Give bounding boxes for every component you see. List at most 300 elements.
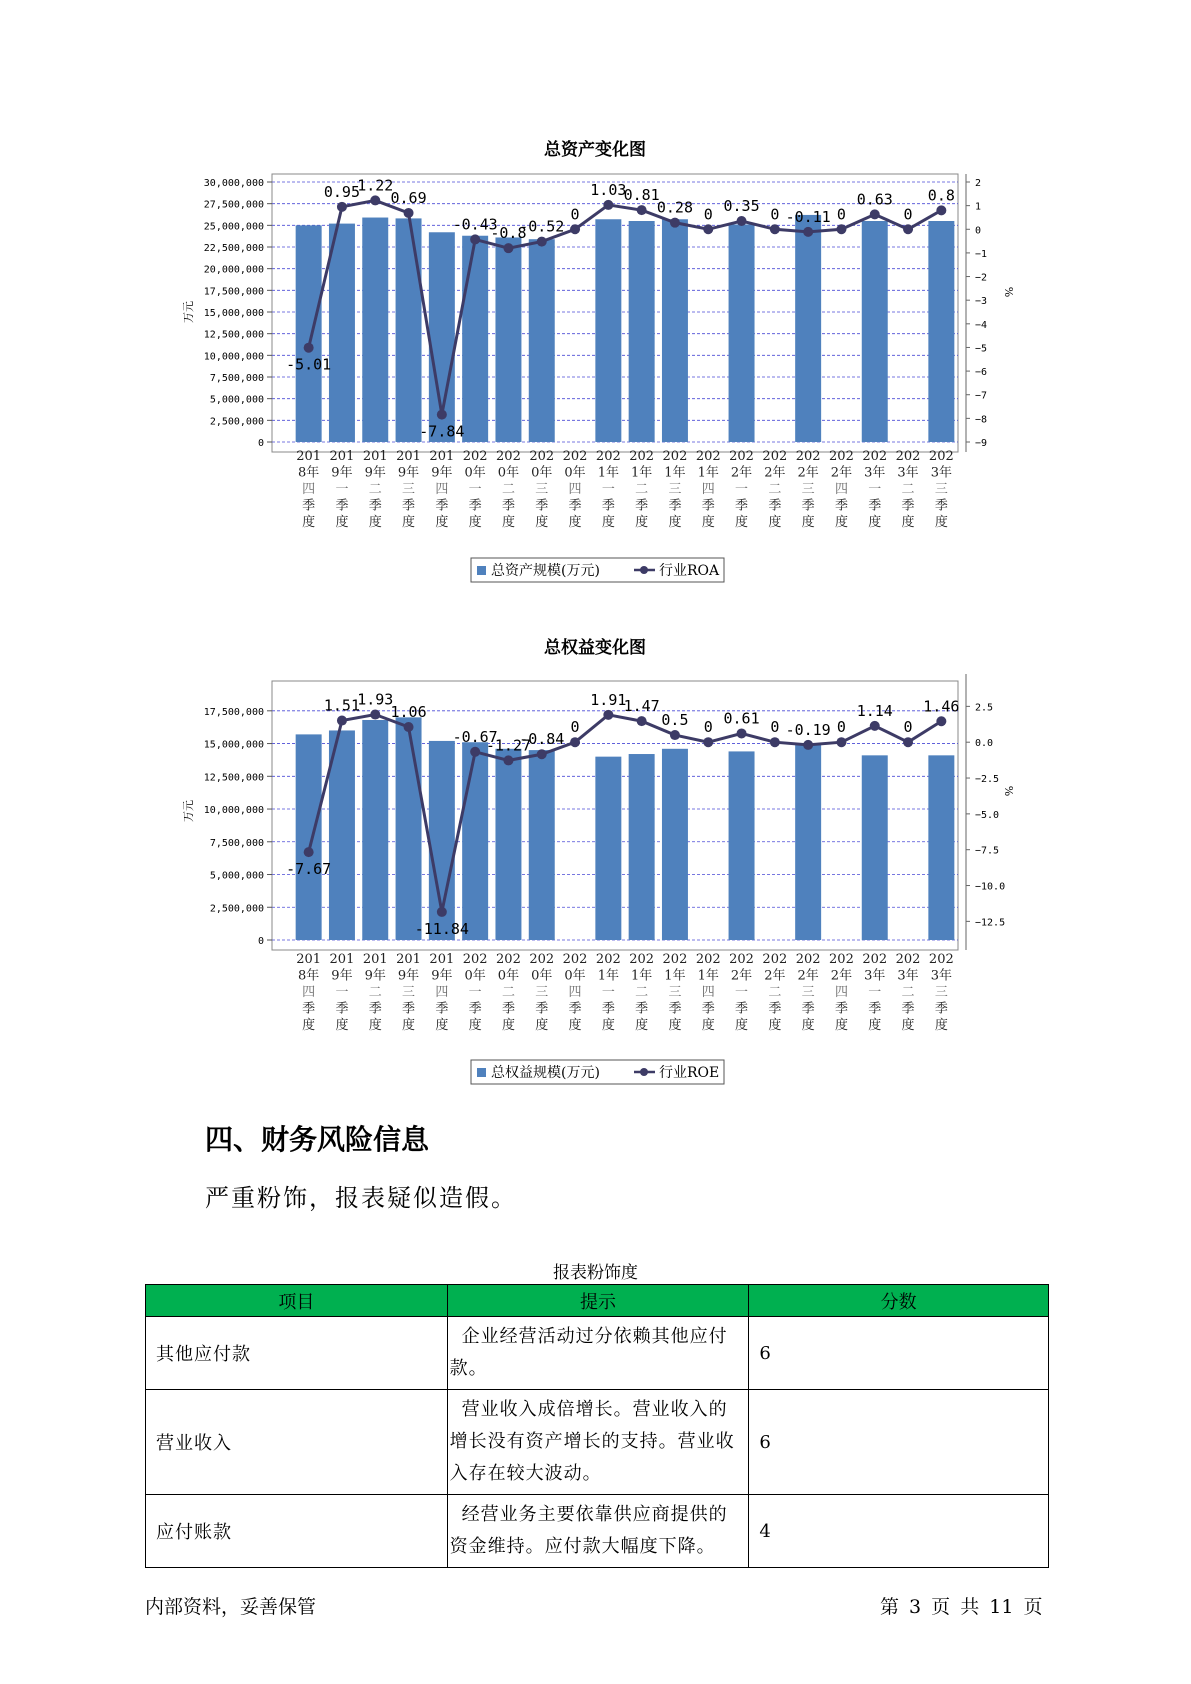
bar [396,218,422,442]
line-point [570,224,580,234]
y2-tick-label: −9 [975,438,988,449]
line-point [404,722,414,732]
x-tick-label: 度 [568,515,582,530]
y-tick-label: 12,500,000 [203,772,264,784]
bar [362,218,388,442]
bar [629,221,655,442]
x-tick-label: 一 [335,482,349,497]
x-tick-label: 一 [468,985,482,1000]
data-label: 0 [903,205,913,224]
x-tick-label: 1年 [664,465,686,481]
risk-table [145,1284,1049,1568]
x-tick-label: 三 [402,482,416,497]
x-tick-label: 201 [396,449,421,464]
x-tick-label: 度 [868,515,882,530]
table-row [146,1495,1049,1568]
x-tick-label: 季 [501,1001,515,1017]
x-tick-label: 季 [501,498,515,514]
x-tick-label: 度 [834,515,848,530]
x-tick-label: 一 [735,985,749,1000]
x-tick-label: 三 [535,985,549,1000]
x-tick-label: 一 [868,482,882,497]
y2-tick-label: −2.5 [975,774,1000,786]
line-point [670,730,680,740]
y-axis-label: 万元 [182,800,195,822]
y-tick-label: 17,500,000 [203,706,264,718]
data-label: 0.61 [723,709,760,728]
x-tick-label: 0年 [564,968,586,984]
line-point [603,200,613,210]
x-tick-label: 季 [335,1001,349,1017]
data-label: 0 [770,718,780,737]
row-score: 6 [749,1390,1049,1495]
x-tick-label: 度 [901,1018,915,1033]
bar [296,225,322,442]
bar [296,734,322,940]
x-tick-label: 四 [701,985,715,1000]
x-tick-label: 季 [801,498,815,514]
y2-tick-label: −10.0 [975,881,1006,893]
x-tick-label: 9年 [364,968,386,984]
x-tick-label: 四 [302,985,316,1000]
table-header-row [146,1285,1049,1317]
y-tick-label: 10,000,000 [203,805,264,817]
y2-tick-label: −6 [975,367,988,379]
x-tick-label: 度 [601,1018,615,1033]
data-label: 1.93 [357,690,394,709]
line-point [337,202,347,212]
data-label: -1.27 [485,736,532,755]
x-tick-label: 三 [668,482,682,497]
bar [595,757,621,940]
line-point [537,749,547,759]
bar [729,751,755,940]
x-tick-label: 度 [701,1018,715,1033]
x-tick-label: 季 [568,498,582,514]
x-tick-label: 202 [595,952,621,967]
x-tick-label: 3年 [897,465,919,481]
x-tick-label: 9年 [364,465,386,481]
y-axis-label: 万元 [182,301,195,323]
x-tick-label: 度 [868,1018,882,1033]
x-tick-label: 0年 [497,968,520,984]
bar [462,742,488,940]
x-tick-label: 201 [362,952,388,967]
x-tick-label: 一 [601,985,615,1000]
x-tick-label: 一 [468,482,482,497]
data-label: 1.14 [856,701,893,720]
data-label: 1.06 [390,703,427,722]
x-tick-label: 度 [801,515,815,530]
x-tick-label: 四 [435,985,449,1000]
line-point [803,740,813,750]
data-label: 0 [703,718,713,737]
x-tick-label: 202 [562,449,588,464]
bar [495,749,521,940]
x-tick-label: 季 [768,1001,782,1017]
table-caption: 报表粉饰度 [553,1263,638,1283]
x-tick-label: 季 [435,1001,449,1017]
data-label: 0 [570,718,580,737]
row-score: 6 [749,1317,1049,1390]
line-point [537,237,547,247]
x-tick-label: 0年 [464,968,486,984]
x-tick-label: 202 [895,449,921,464]
row-hint: 企业经营活动过分依赖其他应付款。 [447,1317,749,1390]
data-label: 0.69 [390,188,427,207]
line-point [637,716,647,726]
x-tick-label: 季 [601,1001,615,1017]
x-tick-label: 201 [429,952,455,967]
line-point [903,737,913,747]
x-tick-label: 季 [535,1001,549,1017]
x-tick-label: 二 [768,985,782,1000]
x-tick-label: 季 [402,498,416,514]
x-tick-label: 度 [801,1018,815,1033]
x-tick-label: 季 [834,1001,848,1017]
y-tick-label: 12,500,000 [203,329,264,341]
legend-line-marker [640,1068,648,1076]
x-tick-label: 1年 [664,968,686,984]
line-point [470,234,480,244]
x-tick-label: 三 [801,985,815,1000]
line-point [370,710,380,720]
x-tick-label: 9年 [431,968,453,984]
x-tick-label: 0年 [464,465,486,481]
line-point [503,755,513,765]
line-point [737,216,747,226]
x-tick-label: 季 [701,1001,715,1017]
x-tick-label: 三 [402,985,416,1000]
x-tick-label: 9年 [397,968,420,984]
x-tick-label: 202 [529,952,555,967]
x-tick-label: 度 [435,1018,449,1033]
x-tick-label: 季 [302,498,316,514]
data-label: 0 [836,205,846,224]
data-label: 0.63 [856,190,893,209]
line-point [836,224,846,234]
x-tick-label: 季 [868,1001,882,1017]
x-tick-label: 二 [501,985,515,1000]
data-label: -0.19 [785,720,831,739]
x-tick-label: 季 [635,498,649,514]
x-tick-label: 三 [934,482,948,497]
x-tick-label: 四 [834,482,848,497]
bar [795,215,821,442]
bar [495,237,521,442]
x-tick-label: 二 [368,482,382,497]
row-item: 应付账款 [146,1495,448,1568]
y2-tick-label: −5 [975,343,988,355]
line-point [470,747,480,757]
x-tick-label: 202 [729,449,754,464]
line-point [770,224,780,234]
line-point [703,224,713,234]
y2-tick-label: 1 [975,201,982,213]
row-hint: 营业收入成倍增长。营业收入的增长没有资产增长的支持。营业收入存在较大波动。 [447,1390,749,1495]
data-label: -0.11 [785,207,831,226]
y-tick-label: 7,500,000 [209,837,264,849]
x-tick-label: 202 [829,952,854,967]
y2-tick-label: −2 [975,272,988,284]
x-tick-label: 季 [768,498,782,514]
x-tick-label: 度 [735,1018,749,1033]
header-item: 项目 [146,1285,448,1317]
data-label: 0.81 [623,186,660,205]
y-tick-label: 2,500,000 [209,416,264,428]
bar [396,717,422,940]
x-tick-label: 季 [601,498,615,514]
x-tick-label: 202 [496,449,521,464]
x-tick-label: 202 [795,952,821,967]
x-tick-label: 度 [834,1018,848,1033]
x-tick-label: 202 [629,449,655,464]
x-tick-label: 0年 [531,968,553,984]
x-tick-label: 2年 [764,968,786,984]
data-label: -0.43 [452,215,498,234]
x-tick-label: 201 [362,449,388,464]
x-tick-label: 202 [695,952,721,967]
x-tick-label: 季 [435,498,449,514]
x-tick-label: 季 [368,1001,382,1017]
x-tick-label: 3年 [897,968,919,984]
line-point [370,195,380,205]
line-point [503,243,513,253]
bar [629,754,655,940]
bar [795,745,821,940]
line-point [803,227,813,237]
y2-tick-label: −4 [975,319,988,331]
legend-bar-swatch [477,566,486,575]
line-point [437,907,447,917]
line-point [936,205,946,215]
y2-tick-label: −3 [975,296,988,308]
x-tick-label: 0年 [531,465,553,481]
x-tick-label: 四 [701,482,715,497]
y2-axis-label: % [1002,785,1015,797]
total-equity-chart-svg [0,628,1191,1098]
data-label: 0 [903,718,913,737]
x-tick-label: 3年 [864,465,886,481]
x-tick-label: 度 [402,515,416,530]
y-tick-label: 5,000,000 [209,394,264,406]
x-tick-label: 1年 [597,968,619,984]
x-tick-label: 季 [668,498,682,514]
line-point [903,224,913,234]
y-tick-label: 0 [257,438,264,449]
x-tick-label: 季 [834,498,848,514]
legend-line-label: 行业ROE [659,1065,720,1081]
y-tick-label: 30,000,000 [203,178,264,189]
footer-page-number: 第 3 页 共 11 页 [880,1596,1043,1618]
x-tick-label: 度 [368,515,382,530]
x-tick-label: 二 [768,482,782,497]
data-label: -0.8 [490,224,527,243]
x-tick-label: 四 [435,482,449,497]
line-point [570,737,580,747]
y2-tick-label: −7 [975,390,988,402]
x-tick-label: 四 [302,482,316,497]
chart-title: 总资产变化图 [544,140,646,160]
x-tick-label: 201 [329,449,355,464]
legend-bar-label: 总权益规模(万元) [491,1065,600,1081]
x-tick-label: 201 [296,952,322,967]
x-tick-label: 三 [668,985,682,1000]
x-tick-label: 202 [462,449,488,464]
x-tick-label: 度 [501,515,515,530]
x-tick-label: 3年 [930,968,952,984]
x-tick-label: 一 [735,482,749,497]
line-point [437,410,447,420]
x-tick-label: 四 [834,985,848,1000]
bar [362,720,388,940]
legend-bar-swatch [477,1068,486,1077]
x-tick-label: 1年 [631,465,653,481]
x-tick-label: 四 [568,482,582,497]
x-tick-label: 度 [302,1018,316,1033]
x-tick-label: 202 [895,952,921,967]
y2-tick-label: −8 [975,414,988,426]
footer-confidential: 内部资料，妥善保管 [145,1596,317,1618]
x-tick-label: 2年 [830,465,853,481]
x-tick-label: 202 [529,449,555,464]
x-tick-label: 季 [701,498,715,514]
bar [529,750,555,940]
x-tick-label: 1年 [697,465,719,481]
legend-bar-label: 总资产规模(万元) [491,563,600,579]
x-tick-label: 度 [635,1018,649,1033]
x-tick-label: 度 [901,515,915,530]
x-tick-label: 度 [735,515,749,530]
x-tick-label: 度 [768,1018,782,1033]
line-point [637,205,647,215]
x-tick-label: 2年 [730,968,753,984]
bar [928,221,954,442]
x-tick-label: 二 [635,985,649,1000]
x-tick-label: 季 [468,1001,482,1017]
total-equity-chart [0,628,1191,1098]
x-tick-label: 四 [568,985,582,1000]
y-tick-label: 0 [257,936,264,947]
row-score: 4 [749,1495,1049,1568]
x-tick-label: 一 [601,482,615,497]
x-tick-label: 一 [335,985,349,1000]
data-label: 0.95 [323,182,361,201]
x-tick-label: 度 [535,1018,549,1033]
x-tick-label: 202 [729,952,754,967]
risk-summary-text: 严重粉饰，报表疑似造假。 [205,1184,517,1212]
x-tick-label: 202 [496,952,521,967]
data-label: 0 [836,718,846,737]
table-row [146,1317,1049,1390]
bar [729,224,755,442]
x-tick-label: 季 [568,1001,582,1017]
x-tick-label: 1年 [631,968,653,984]
x-tick-label: 一 [868,985,882,1000]
x-tick-label: 1年 [697,968,719,984]
x-tick-label: 202 [662,952,688,967]
data-label: 0.8 [927,186,955,205]
x-tick-label: 度 [335,1018,349,1033]
x-tick-label: 季 [635,1001,649,1017]
line-point [836,737,846,747]
x-tick-label: 202 [762,449,788,464]
total-assets-chart-svg [0,130,1191,600]
x-tick-label: 0年 [497,465,520,481]
x-tick-label: 度 [934,515,948,530]
y-tick-label: 10,000,000 [203,351,264,363]
x-tick-label: 季 [668,1001,682,1017]
x-tick-label: 8年 [298,968,320,984]
bar [595,219,621,442]
x-tick-label: 201 [429,449,455,464]
y-tick-label: 17,500,000 [203,286,264,298]
x-tick-label: 202 [629,952,655,967]
y2-axis-label: % [1002,286,1015,298]
x-tick-label: 9年 [331,465,353,481]
y2-tick-label: 2.5 [975,702,994,714]
bar [529,239,555,442]
data-label: -7.67 [286,860,332,879]
x-tick-label: 202 [595,449,621,464]
x-tick-label: 二 [501,482,515,497]
line-point [404,208,414,218]
chart-title: 总权益变化图 [544,638,646,658]
line-point [936,716,946,726]
x-tick-label: 二 [635,482,649,497]
data-label: 1.47 [623,697,660,716]
y-tick-label: 5,000,000 [209,870,264,882]
x-tick-label: 三 [535,482,549,497]
x-tick-label: 季 [402,1001,416,1017]
y-tick-label: 7,500,000 [209,373,264,384]
x-tick-label: 1年 [597,465,619,481]
x-tick-label: 季 [302,1001,316,1017]
row-item: 营业收入 [146,1390,448,1495]
x-tick-label: 3年 [864,968,886,984]
x-tick-label: 9年 [331,968,353,984]
y-tick-label: 2,500,000 [209,903,264,915]
bar [329,224,355,442]
x-tick-label: 201 [296,449,322,464]
total-assets-chart [0,130,1191,600]
x-tick-label: 季 [735,1001,749,1017]
bar [662,219,688,442]
y2-tick-label: −7.5 [975,845,1000,857]
y2-tick-label: 0.0 [975,738,994,750]
x-tick-label: 202 [928,952,954,967]
legend-line-label: 行业ROA [659,563,720,579]
x-tick-label: 0年 [564,465,586,481]
x-tick-label: 度 [768,515,782,530]
x-tick-label: 3年 [930,465,952,481]
data-label: 1.91 [590,690,627,709]
legend-line-marker [640,566,648,574]
x-tick-label: 201 [329,952,355,967]
x-tick-label: 度 [468,1018,482,1033]
x-tick-label: 9年 [431,465,453,481]
x-tick-label: 202 [829,449,854,464]
x-tick-label: 季 [868,498,882,514]
line-point [870,721,880,731]
x-tick-label: 度 [568,1018,582,1033]
x-tick-label: 度 [934,1018,948,1033]
x-tick-label: 季 [368,498,382,514]
data-label: 0.28 [656,198,694,217]
y2-tick-label: −12.5 [975,917,1006,929]
bar [462,236,488,442]
x-tick-label: 二 [901,482,915,497]
